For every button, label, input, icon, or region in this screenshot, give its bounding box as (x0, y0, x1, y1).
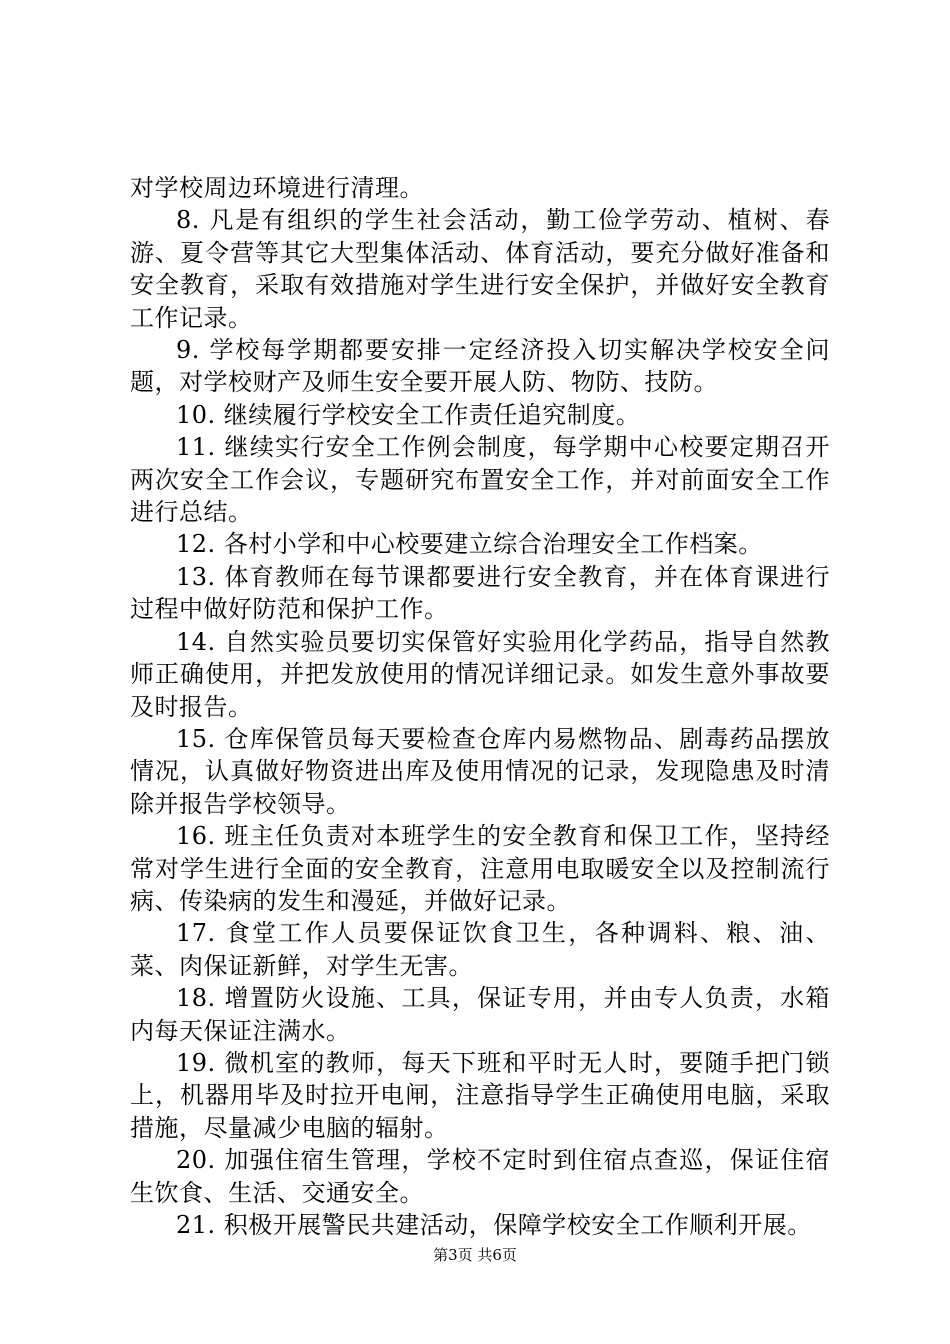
item-11: 11. 继续实行安全工作例会制度，每学期中心校要定期召开两次安全工作会议，专题研究布置安全工作，并对前面安全工作进行总结。 (130, 433, 830, 527)
item-20: 20. 加强住宿生管理，学校不定时到住宿点查巡，保证住宿生饮食、生活、交通安全。 (130, 1146, 830, 1207)
document-body (130, 172, 830, 1241)
item-14: 14. 自然实验员要切实保管好实验用化学药品，指导自然教师正确使用，并把发放使用的情况详细记录。如发生意外事故要及时报告。 (130, 627, 830, 721)
item-21: 21. 积极开展警民共建活动，保障学校安全工作顺利开展。 (176, 1211, 812, 1239)
item-17: 17. 食堂工作人员要保证饮食卫生，各种调料、粮、油、菜、肉保证新鲜，对学生无害。 (130, 919, 830, 980)
item-9: 9. 学校每学期都要安排一定经济投入切实解决学校安全问题，对学校财产及师生安全要开展人防、物防、技防。 (130, 336, 830, 397)
item-15: 15. 仓库保管员每天要检查仓库内易燃物品、剧毒药品摆放情况，认真做好物资进出库及使用情况的记录，发现隐患及时清除并报告学校领导。 (130, 724, 830, 818)
page-footer (0, 1245, 950, 1265)
item-19: 19. 微机室的教师，每天下班和平时无人时，要随手把门锁上，机器用毕及时拉开电闸，注意指导学生正确使用电脑，采取措施，尽量减少电脑的辐射。 (130, 1048, 830, 1142)
item-16: 16. 班主任负责对本班学生的安全教育和保卫工作，坚持经常对学生进行全面的安全教育，注意用电取暖安全以及控制流行病、传染病的发生和漫延，并做好记录。 (130, 822, 830, 915)
item-13: 13. 体育教师在每节课都要进行安全教育，并在体育课进行过程中做好防范和保护工作。 (130, 562, 830, 624)
item-12: 12. 各村小学和中心校要建立综合治理安全工作档案。 (176, 530, 763, 559)
item-10: 10. 继续履行学校安全工作责任追究制度。 (176, 400, 641, 429)
continuation-paragraph: 对学校周边环境进行清理。 (130, 174, 424, 202)
item-8: 8. 凡是有组织的学生社会活动，勤工俭学劳动、植树、春游、夏令营等其它大型集体活动、体育活动，要充分做好准备和安全教育，采取有效措施对学生进行安全保护，并做好安全教育工作记录。 (130, 206, 830, 332)
page-number-label: 第3页 共6页 (433, 1246, 517, 1264)
item-18: 18. 增置防火设施、工具，保证专用，并由专人负责，水箱内每天保证注满水。 (130, 984, 830, 1045)
